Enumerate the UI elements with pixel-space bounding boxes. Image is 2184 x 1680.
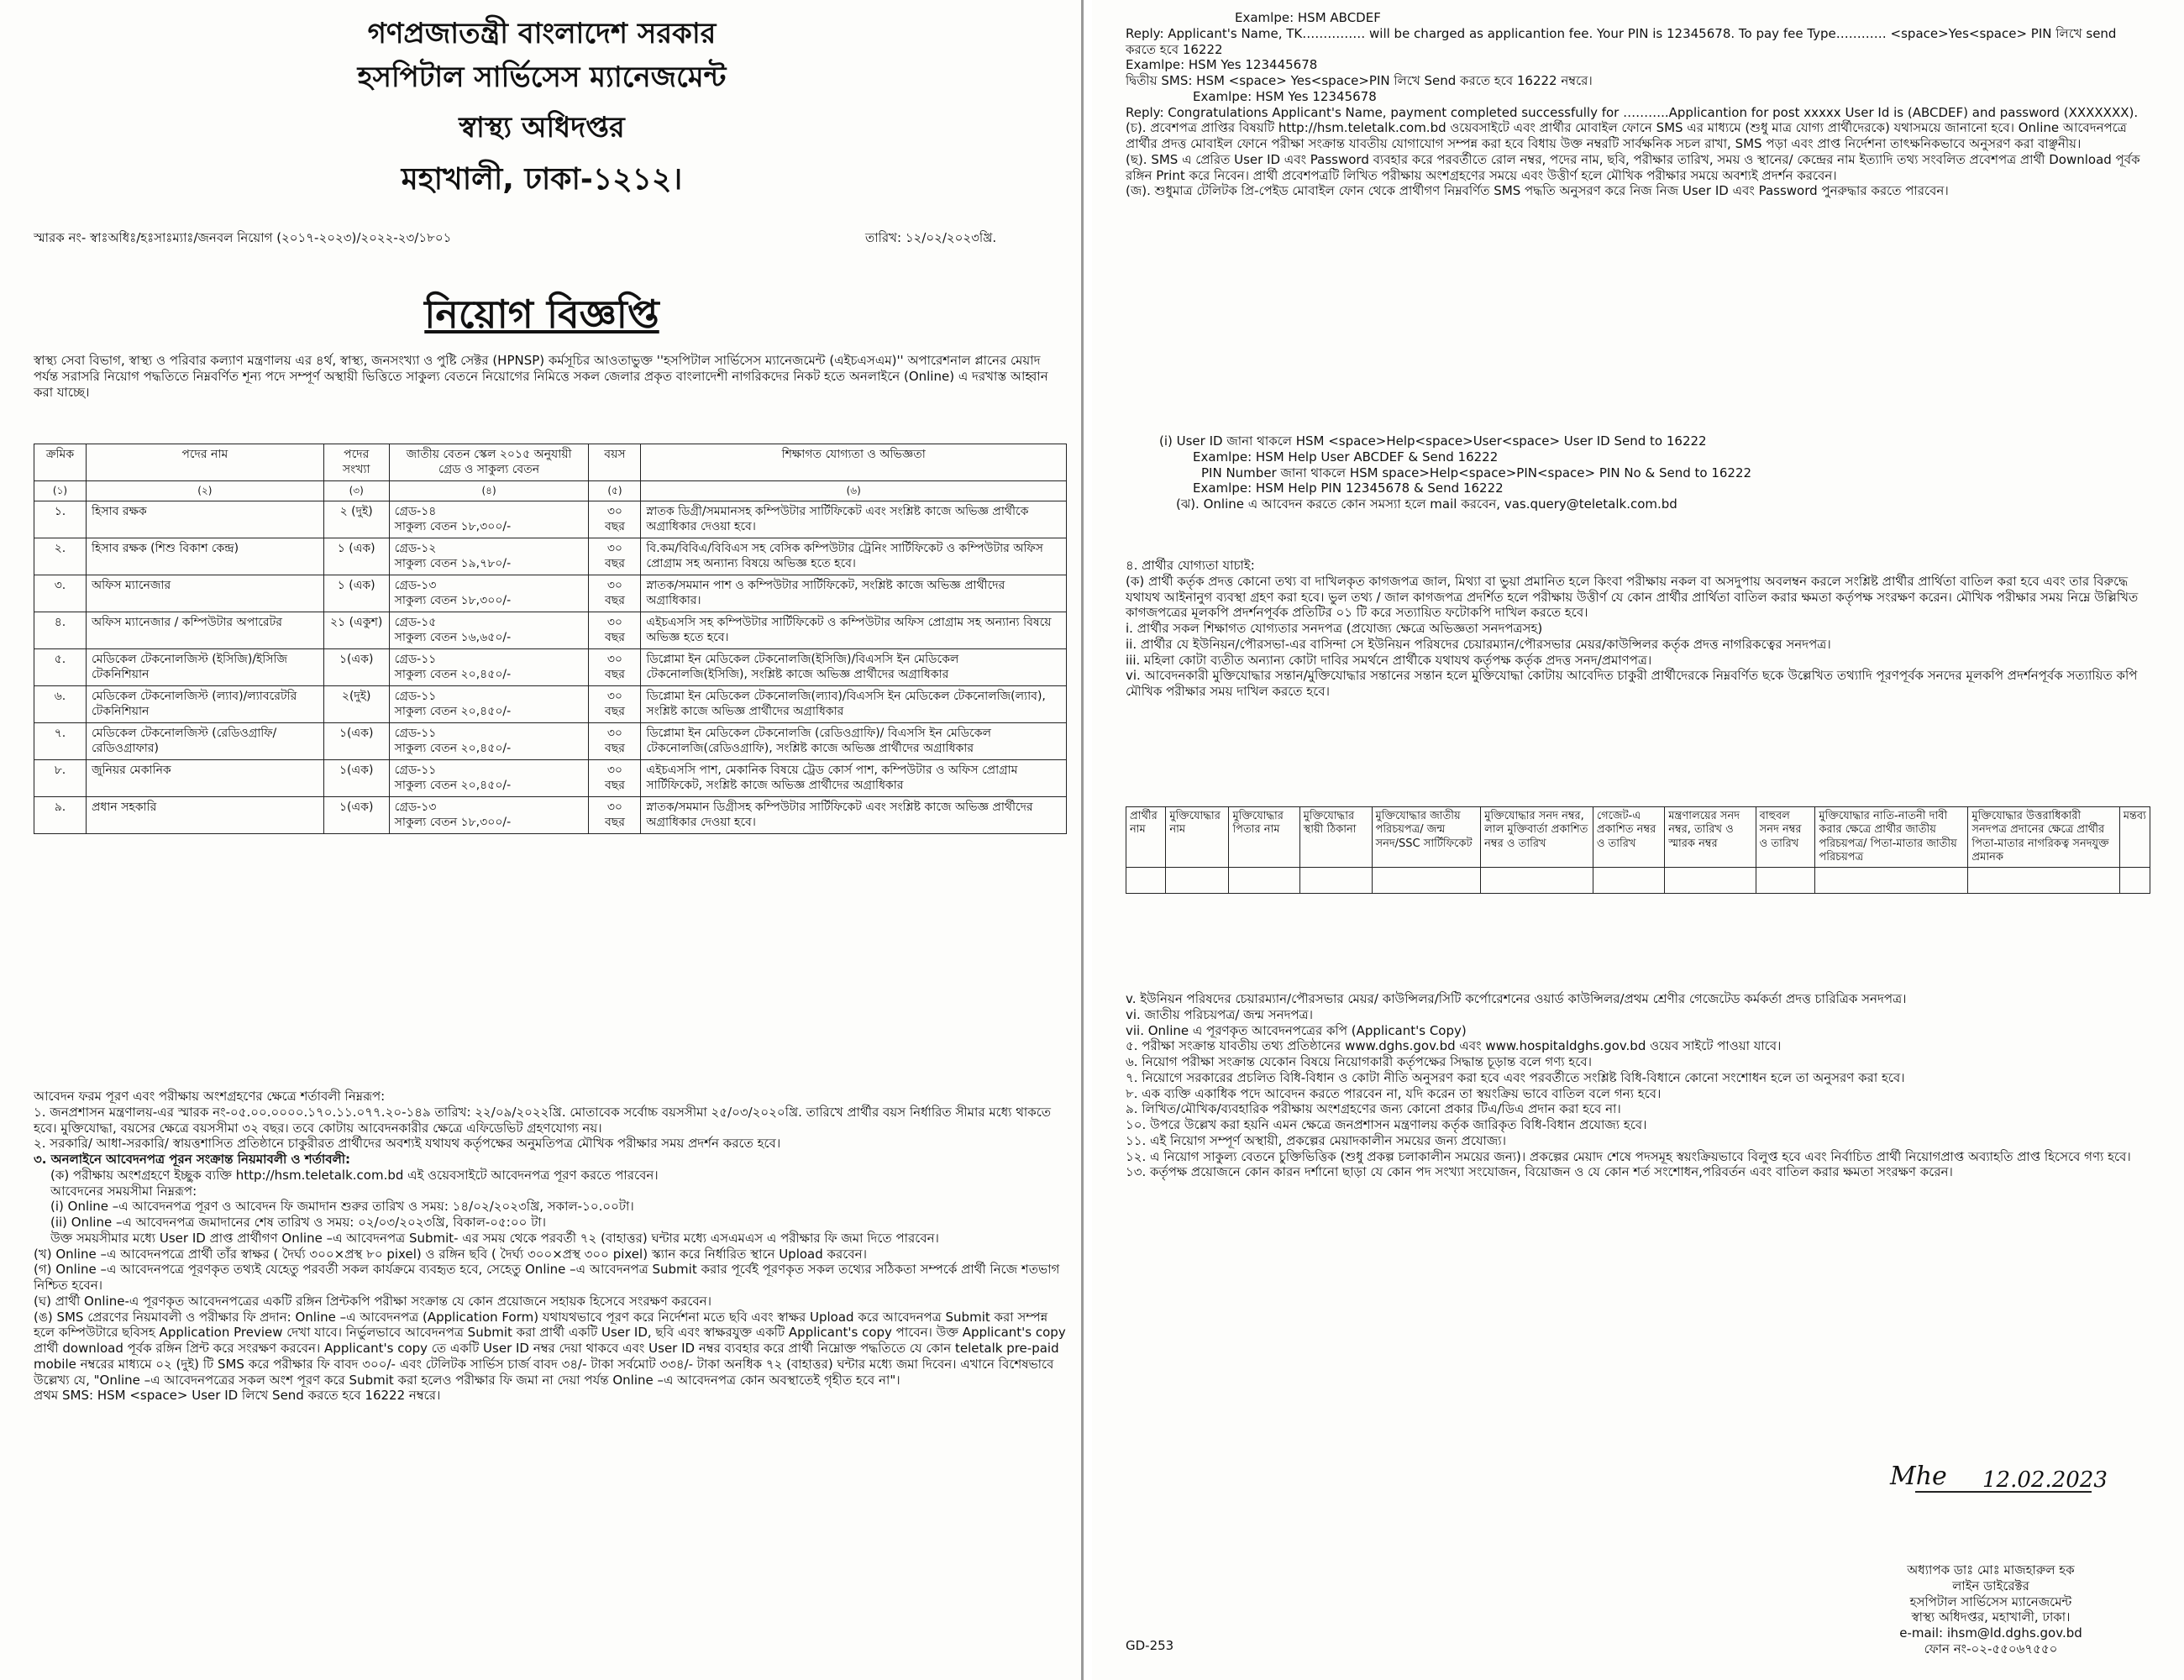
job-serial: ৩. (34, 575, 87, 612)
job-age (589, 575, 641, 612)
job-age-unit: বছর (604, 519, 625, 533)
job-age-unit: বছর (604, 667, 625, 681)
job-qualification: এইচএসসি সহ কম্পিউটার সার্টিফিকেট ও কম্পিউটার অফিস প্রোগ্রাম সহ অন্যান্য বিষয়ে অভিজ্ঞ হতে হবে। (641, 612, 1067, 649)
job-qualification: স্নাতক/সমমান পাশ ও কম্পিউটার সার্টিফিকেট, সংশ্লিষ্ট কাজে অভিজ্ঞ প্রার্থীদের অগ্রাধিকার। (641, 575, 1067, 612)
job-grade: গ্রেড-১১ (394, 653, 437, 666)
office-title: হসপিটাল সার্ভিসেস ম্যানেজমেন্ট (357, 60, 727, 94)
job-age-unit: বছর (604, 630, 625, 644)
doc-v: v. ইউনিয়ন পরিষদের চেয়ারম্যান/পৌরসভার মেয়র/ কাউন্সিলর/সিটি কর্পোরেশনের ওয়ার্ড কাউন্সিলর/প্রথম শ্রেণীর গেজেটেড কর্মকর্তা প্রদত্ত চারিত্রিক সনদপত্র। (1126, 991, 1907, 1006)
example-1: Examlpe: HSM ABCDEF (1235, 10, 1381, 25)
job-grade: গ্রেড-১৩ (394, 579, 437, 592)
ff-col-header: মুক্তিযোদ্ধার পিতার নাম (1229, 807, 1299, 868)
job-row (34, 649, 1067, 686)
ff-blank-cell (1815, 868, 1968, 894)
job-pay (389, 538, 589, 575)
job-post: জুনিয়র মেকানিক (86, 760, 323, 797)
eligibility-title: ৪. প্রার্থীর যোগ্যতা যাচাই: (1126, 558, 1255, 573)
col-number: (১) (34, 481, 87, 501)
job-count: ১ (এক) (323, 538, 389, 575)
condition-3-gha: (ঘ) প্রার্থী Online-এ পূরণকৃত আবেদনপত্রের একটি রঙ্গিন প্রিন্টকপি পরীক্ষা সংক্রান্ত যে কোন প্রয়োজনে সহায়ক হিসেবে সংরক্ষণ করবেন। (34, 1293, 711, 1309)
job-grade: গ্রেড-১৫ (394, 616, 437, 629)
doc-vi: vi. জাতীয় পরিচয়পত্র/ জন্ম সনদপত্র। (1126, 1006, 1314, 1022)
job-grade: গ্রেড-১১ (394, 690, 437, 703)
job-count: ২ (দুই) (323, 501, 389, 538)
ff-col-header: প্রার্থীর নাম (1126, 807, 1166, 868)
ff-col-header: মুক্তিযোদ্ধার স্থায়ী ঠিকানা (1299, 807, 1372, 868)
col-header: জাতীয় বেতন স্কেল ২০১৫ অনুযায়ী গ্রেড ও সাকুল্য বেতন (389, 444, 589, 481)
userid-line-1: (i) User ID জানা থাকলে HSM <space>Help<space>User<space> User ID Send to 16222 (1159, 433, 1707, 449)
signatory-office: হসপিটাল সার্ভিসেস ম্যানেজমেন্ট (1909, 1593, 2072, 1609)
job-table-header (34, 444, 1067, 481)
condition-3: ৩. অনলাইনে আবেদনপত্র পূরন সংক্রান্ত নিয়মাবলী ও শর্তাবলী: (34, 1152, 351, 1167)
clause-12: ১২. এ নিয়োগ সাকুল্য বেতনে চুক্তিভিত্তিক (শুধু প্রকল্প চলাকালীন সময়ের জন্য)। প্রকল্পের মেয়াদ শেষে পদসমূহ স্বয়ংক্রিয়ভাবে বিলুপ্ত হবে এবং নির্বাচিত প্রার্থী নিয়োগপ্রাপ্ত অব্যাহতি প্রাপ্ত হিসেবে গণ্য হবে। (1126, 1148, 2131, 1164)
eligibility-section (1126, 558, 2150, 700)
clause-chha: (ছ). SMS এ প্রেরিত User ID এবং Password ব্যবহার করে পরবর্তীতে রোল নম্বর, পদের নাম, ছবি, পরীক্ষার তারিখ, সময় ও স্থানের/ কেন্দ্রের নাম ইত্যাদি তথ্য সংবলিত প্রবেশপত্র প্রার্থী Download পূর্বক রঙ্গিন Print করে নিবেন। প্রার্থী প্রবেশপত্রটি লিখিত পরীক্ষায় অংশগ্রহণের সময়ে এবং উত্তীর্ণ হলে মৌখিক পরীক্ষার সময়ে অবশ্যই প্রদর্শন করবেন। (1126, 151, 2140, 183)
ff-blank-cell (1481, 868, 1593, 894)
userid-recovery (1159, 433, 2150, 512)
job-count: ১(এক) (323, 649, 389, 686)
job-row (34, 723, 1067, 760)
example-3: Examlpe: HSM Yes 12345678 (1193, 88, 1377, 104)
eligibility-iii: iii. মহিলা কোটা ব্যতীত অন্যান্য কোটা দাবির সমর্থনে প্রার্থীকে যথাযথ কর্তৃপক্ষ কর্তৃক প্রদত্ত সনদ/প্রমাণপত্র। (1126, 652, 1652, 668)
signature-block (1882, 1462, 2134, 1493)
condition-3-ii: (ii) Online –এ আবেদনপত্র জমাদানের শেষ তারিখ ও সময়: ০২/০৩/২০২৩খ্রি, বিকাল-০৫:০০ টা। (50, 1215, 546, 1230)
job-age-value: ৩০ (606, 764, 623, 777)
reply-1: Reply: Applicant's Name, TK…………… will be charged as applicantion fee. Your PIN is 12345678. To pay fee Type………… <space>Yes<space> PIN লিখে send করতে হবে 16222 (1126, 25, 2117, 57)
job-age-value: ৩০ (606, 505, 623, 518)
ff-col-header: গেজেট-এ প্রকাশিত নম্বর ও তারিখ (1593, 807, 1664, 868)
job-grade: গ্রেড-১২ (394, 542, 437, 555)
ff-col-header: মন্তব্য (2119, 807, 2150, 868)
col-number: (৫) (589, 481, 641, 501)
ff-blank-cell (1593, 868, 1664, 894)
ff-col-header: মুক্তিযোদ্ধার উত্তরাধিকারী সনদপত্র প্রদানের ক্ষেত্রে প্রার্থীর পিতা-মাতার নাগরিকত্ব সনদযুক্ত প্রমানক (1968, 807, 2119, 868)
job-grade: গ্রেড-১১ (394, 727, 437, 740)
job-post: মেডিকেল টেকনোলজিস্ট (ইসিজি)/ইসিজি টেকনিশিয়ান (86, 649, 323, 686)
memo-number: স্মারক নং- স্বাঃঅধিঃ/হঃসাঃম্যাঃ/জনবল নিয়োগ (২০১৭-২০২৩)/২০২২-২৩/১৮০১ (34, 230, 452, 245)
job-age (589, 538, 641, 575)
job-salary: সাকুল্য বেতন ২০,৪৫০/- (394, 778, 512, 792)
job-salary: সাকুল্য বেতন ১৮,৩০০/- (394, 519, 512, 533)
condition-1: ১. জনপ্রশাসন মন্ত্রণালয়-এর স্মারক নং-০৫.০০.০০০০.১৭০.১১.০৭৭.২০-১৪৯ তারিখ: ২২/০৯/২০২২খ্রি. মোতাবেক সর্বোচ্চ বয়সসীমা ২৫/০৩/২০২০খ্রি. তারিখে প্রার্থীর বয়স নির্ধারিত সীমার মধ্যে থাকতে হবে। মুক্তিযোদ্ধা, বয়সের ক্ষেত্রে বয়সসীমা ৩২ বছর। তবে কোটায় আবেদনকারীর ক্ষেত্রে এফিডেভিট গ্রহণযোগ্য নয়। (34, 1104, 1052, 1136)
job-age-value: ৩০ (606, 801, 623, 814)
job-pay (389, 797, 589, 834)
job-post: অফিস ম্যানেজার / কম্পিউটার অপারেটর (86, 612, 323, 649)
job-serial: ১. (34, 501, 87, 538)
freedom-fighter-table (1126, 806, 2150, 894)
job-age-unit: বছর (604, 778, 625, 792)
eligibility-vi: vi. আবেদনকারী মুক্তিযোদ্ধার সন্তান/মুক্তিযোদ্ধার সন্তানের সন্তান হলে মুক্তিযোদ্ধা কোটায় আবেদিত চাকুরী প্রার্থীদেরকে নিম্নবর্ণিত ছকে উল্লেখিত তথ্যাদি পূরণপূর্বক সনদের মূলকপি প্রদর্শনপূর্বক সত্যায়িত কপি মৌখিক পরীক্ষার সময় দাখিল করতে হবে। (1126, 668, 2138, 699)
ff-blank-cell (1756, 868, 1815, 894)
ff-col-header: মুক্তিযোদ্ধার জাতীয় পরিচয়পত্র/ জন্ম সনদ/SSC সার্টিফিকেট (1372, 807, 1481, 868)
ff-table-blank-row (1126, 868, 2150, 894)
job-count: ১ (এক) (323, 575, 389, 612)
doc-vii: vii. Online এ পূরণকৃত আবেদনপত্রের কপি (Applicant's Copy) (1126, 1022, 1467, 1038)
job-qualification: ডিপ্লোমা ইন মেডিকেল টেকনোলজি (রেডিওগ্রাফি)/ বিএসসি ইন মেডিকেল টেকনোলজি(রেডিওগ্রাফি), সংশ্লিষ্ট কাজে অভিজ্ঞ প্রার্থীদের অগ্রাধিকার (641, 723, 1067, 760)
job-age (589, 649, 641, 686)
col-header: ক্রমিক (34, 444, 87, 481)
job-age-unit: বছর (604, 741, 625, 755)
job-qualification: ডিপ্লোমা ইন মেডিকেল টেকনোলজি(ইসিজি)/বিএসসি ইন মেডিকেল টেকনোলজি(ইসিজি), সংশ্লিষ্ট কাজে অভিজ্ঞ প্রার্থীদের অগ্রাধিকার (641, 649, 1067, 686)
ff-col-header: মুক্তিযোদ্ধার সনদ নম্বর, লাল মুক্তিবার্তা প্রকাশিত নম্বর ও তারিখ (1481, 807, 1593, 868)
notice-title: নিয়োগ বিজ্ঞপ্তি (424, 291, 659, 337)
job-salary: সাকুল্য বেতন ১৬,৬৫০/- (394, 630, 512, 644)
job-post: প্রধান সহকারি (86, 797, 323, 834)
job-post: হিসাব রক্ষক (86, 501, 323, 538)
job-count: ১(এক) (323, 797, 389, 834)
col-number: (৬) (641, 481, 1067, 501)
condition-3-i: (i) Online –এ আবেদনপত্র পূরণ ও আবেদন ফি জমাদান শুরুর তারিখ ও সময়: ১৪/০২/২০২৩খ্রি, সকাল-১০.০০টা। (50, 1199, 634, 1215)
eligibility-i: i. প্রার্থীর সকল শিক্ষাগত যোগ্যতার সনদপত্র (প্রযোজ্য ক্ষেত্রে অভিজ্ঞতা সনদপত্রসহ) (1126, 621, 1543, 636)
job-serial: ৯. (34, 797, 87, 834)
job-row (34, 612, 1067, 649)
notice-page-left (0, 0, 1084, 1680)
job-count: ১(এক) (323, 760, 389, 797)
job-qualification: বি.কম/বিবিএ/বিবিএস সহ বেসিক কম্পিউটার ট্রেনিং সার্টিফিকেট ও কম্পিউটার অফিস প্রোগ্রাম সহ অন্যান্য বিষয়ে অভিজ্ঞ হতে হবে। (641, 538, 1067, 575)
eligibility-ka: (ক) প্রার্থী কর্তৃক প্রদত্ত কোনো তথ্য বা দাখিলকৃত কাগজপত্র জাল, মিথ্যা বা ভুয়া প্রমানিত হলে কিংবা পরীক্ষায় নকল বা অসদুপায় অবলম্বন করলে সংশ্লিষ্ট প্রার্থীর প্রার্থিতা বাতিল করা হবে এবং তার বিরুদ্ধে যথাযথ আইনানুগ ব্যবস্থা গ্রহণ করা হবে। ভুল তথ্য / জাল কাগজপত্র প্রদর্শিত হলে পরীক্ষায় উত্তীর্ণ যে কোন প্রার্থীর প্রার্থিতা বাতিল করার ক্ষমতা কর্তৃপক্ষ সংরক্ষণ করেন। মৌখিক পরীক্ষার সময় নিম্নে উল্লিখিত কাগজপত্রের মূলকপি প্রদর্শনপূর্বক প্রতিটির ০১ টি করে সত্যায়িত ফটোকপি দাখিল করতে হবে। (1126, 573, 2139, 621)
eligibility-ii: ii. প্রার্থীর যে ইউনিয়ন/পৌরসভা-এর বাসিন্দা সে ইউনিয়ন পরিষদের চেয়ারম্যান/পৌরসভার মেয়র/কাউন্সিলর কর্তৃক প্রদত্ত নাগরিকত্বের সনদপত্র। (1126, 636, 1831, 652)
userid-line-3: PIN Number জানা থাকলে HSM space>Help<space>PIN<space> PIN No & Send to 16222 (1201, 465, 1752, 480)
notice-page-right (1092, 0, 2184, 1680)
job-grade: গ্রেড-১১ (394, 764, 437, 777)
signatory-details (1831, 1562, 2150, 1657)
ff-blank-cell (1372, 868, 1481, 894)
job-qualification: এইচএসসি পাশ, মেকানিক বিষয়ে ট্রেড কোর্স পাশ, কম্পিউটার ও অফিস প্রোগ্রাম সার্টিফিকেট, সংশ্লিষ্ট কাজে অভিজ্ঞ প্রার্থীদের অগ্রাধিকার (641, 760, 1067, 797)
job-count: ২১ (একুশ) (323, 612, 389, 649)
ff-blank-cell (1665, 868, 1756, 894)
condition-3-kha: (খ) Online –এ আবেদনপত্রে প্রার্থী তাঁর স্বাক্ষর ( দৈর্ঘ্য ৩০০×প্রস্থ ৮০ pixel) ও রঙ্গিন ছবি ( দৈর্ঘ্য ৩০০×প্রস্থ ৩০০ pixel) স্ক্যান করে নির্ধারিত স্থানে Upload করবেন। (34, 1246, 867, 1262)
job-age-unit: বছর (604, 704, 625, 718)
address-title: মহাখালী, ঢাকা-১২১২। (401, 162, 683, 197)
condition-3-time: আবেদনের সময়সীমা নিম্নরূপ: (50, 1183, 197, 1199)
sms-instructions (1126, 10, 2150, 199)
job-table-col-numbers (34, 481, 1067, 501)
job-age (589, 686, 641, 723)
col-header: পদের সংখ্যা (323, 444, 389, 481)
job-serial: ৮. (34, 760, 87, 797)
ff-blank-cell (1968, 868, 2119, 894)
job-post: হিসাব রক্ষক (শিশু বিকাশ কেন্দ্র) (86, 538, 323, 575)
job-grade: গ্রেড-১৩ (394, 801, 437, 814)
job-age-unit: বছর (604, 593, 625, 607)
job-post: মেডিকেল টেকনোলজিস্ট (রেডিওগ্রাফি/রেডিওগ্রাফার) (86, 723, 323, 760)
job-serial: ৪. (34, 612, 87, 649)
job-salary: সাকুল্য বেতন ২০,৪৫০/- (394, 667, 512, 681)
col-header: বয়স (589, 444, 641, 481)
job-post: মেডিকেল টেকনোলজিস্ট (ল্যাব)/ল্যাবরেটরি টেকনিশিয়ান (86, 686, 323, 723)
clause-7: ৭. নিয়োগে সরকারের প্রচলিত বিধি-বিধান ও কোটা নীতি অনুসরণ করা হবে এবং পরবর্তীতে সংশ্লিষ্ট বিধি-বিধানে কোনো সংশোধন হলে তা অনুসরণ করা হবে। (1126, 1069, 1905, 1085)
ff-col-header: মুক্তিযোদ্ধার নাতি-নাতনী দাবী করার ক্ষেত্রে প্রার্থীর জাতীয় পরিচয়পত্র/ পিতা-মাতার জাতীয় পরিচয়পত্র (1815, 807, 1968, 868)
signature-mark: Mhe (1890, 1462, 1947, 1491)
clause-9: ৯. লিখিত/মৌখিক/ব্যবহারিক পরীক্ষায় অংশগ্রহণের জন্য কোনো প্রকার টিএ/ডিএ প্রদান করা হবে না। (1126, 1101, 1621, 1117)
ff-blank-cell (1299, 868, 1372, 894)
job-post: অফিস ম্যানেজার (86, 575, 323, 612)
job-serial: ৭. (34, 723, 87, 760)
job-serial: ৫. (34, 649, 87, 686)
reply-2: Reply: Congratulations Applicant's Name, payment completed successfully for ………..Applicantion for post xxxxx User Id is (ABCDEF) and password (XXXXXXX). (1126, 104, 2139, 120)
clause-cha: (চ). প্রবেশপত্র প্রাপ্তির বিষয়টি http://hsm.teletalk.com.bd ওয়েবসাইটে এবং প্রার্থীর মোবাইল ফোনে SMS এর মাধ্যমে (শুধু মাত্র যোগ্য প্রার্থীদেরকে) যথাসময়ে জানানো হবে। Online আবেদনপত্রে প্রার্থীর প্রদত্ত মোবাইল ফোনে পরীক্ষা সংক্রান্ত যাবতীয় যোগাযোগ সম্পন্ন করা হবে বিধায় উক্ত নম্বরটি সার্বক্ষনিক সচল রাখা, SMS পড়া এবং প্রাপ্ত নির্দেশনা তাৎক্ষনিকভাবে অনুসরণ করা বাঞ্ছনীয়। (1126, 120, 2127, 151)
condition-3-sms1: প্রথম SMS: HSM <space> User ID লিখে Send করতে হবে 16222 নম্বরে। (34, 1388, 441, 1404)
job-age-value: ৩০ (606, 542, 623, 555)
gd-number: GD-253 (1126, 1638, 1174, 1653)
job-count: ২(দুই) (323, 686, 389, 723)
signatory-title: লাইন ডাইরেক্টর (1952, 1578, 2029, 1593)
document-list (1126, 991, 2150, 1180)
job-grade: গ্রেড-১৪ (394, 505, 437, 518)
signatory-phone: ফোন নং-০২-৫৫০৬৭৫৫০ (1924, 1641, 2058, 1656)
job-age (589, 612, 641, 649)
job-age-unit: বছর (604, 815, 625, 829)
job-age-value: ৩০ (606, 579, 623, 592)
job-table-body (34, 501, 1067, 834)
job-salary: সাকুল্য বেতন ১৮,৩০০/- (394, 593, 512, 607)
department-title: স্বাস্থ্য অধিদপ্তর (459, 111, 625, 144)
job-pay (389, 649, 589, 686)
job-row (34, 575, 1067, 612)
job-row (34, 686, 1067, 723)
clause-ja: (জ). শুধুমাত্র টেলিটক প্রি-পেইড মোবাইল ফোন থেকে প্রার্থীগণ নিম্নবর্ণিত SMS পদ্ধতি অনুসরণ করে নিজ নিজ User ID এবং Password পুনরুদ্ধার করতে পারবেন। (1126, 183, 1949, 199)
example-2: Examlpe: HSM Yes 123445678 (1126, 57, 1318, 73)
notice-intro: স্বাস্থ্য সেবা বিভাগ, স্বাস্থ্য ও পরিবার কল্যাণ মন্ত্রণালয় এর ৪র্থ, স্বাস্থ্য, জনসংখ্যা ও পুষ্টি সেক্টর (HPNSP) কর্মসূচির আওতাভুক্ত ''হসপিটাল সার্ভিসেস ম্যানেজমেন্ট (এইচএসএম)'' অপারেশনাল প্লানের মেয়াদ পর্যন্ত সরাসরি নিয়োগ পদ্ধতিতে নিম্নবর্ণিত শূন্য পদে সম্পূর্ণ অস্থায়ী ভিত্তিতে সাকুল্য বেতনে নিয়োগের নিমিত্তে সকল জেলার প্রকৃত বাংলাদেশী নাগরিকদের নিকট হতে অনলাইনে (Online) এ দরখাস্ত আহ্বান করা যাচ্ছে। (34, 353, 1048, 400)
condition-3-note: উক্ত সময়সীমার মধ্যে User ID প্রাপ্ত প্রার্থীগণ Online –এ আবেদনপত্র Submit- এর সময় থেকে পরবর্তী ৭২ (বাহাত্তর) ঘন্টার মধ্যে এসএমএস এ পরীক্ষার ফি জমা দিতে পারবেন। (50, 1230, 939, 1246)
job-serial: ৬. (34, 686, 87, 723)
job-salary: সাকুল্য বেতন ১৮,৩০০/- (394, 815, 512, 829)
ff-col-header: মুক্তিযোদ্ধার নাম (1166, 807, 1229, 868)
job-pay (389, 612, 589, 649)
job-age-value: ৩০ (606, 727, 623, 740)
job-pay (389, 723, 589, 760)
clause-11: ১১. এই নিয়োগ সম্পূর্ণ অস্থায়ী, প্রকল্পের মেয়াদকালীন সময়ের জন্য প্রযোজ্য। (1126, 1132, 1507, 1148)
job-count: ১(এক) (323, 723, 389, 760)
userid-line-4: Examlpe: HSM Help PIN 12345678 & Send 16222 (1193, 480, 1504, 496)
clause-6: ৬. নিয়োগ পরীক্ষা সংক্রান্ত যেকোন বিষয়ে নিয়োগকারী কর্তৃপক্ষের সিদ্ধান্ত চূড়ান্ত বলে গণ্য হবে। (1126, 1054, 1593, 1069)
job-pay (389, 575, 589, 612)
job-qualification: স্নাতক/সমমান ডিগ্রীসহ কম্পিউটার সার্টিফিকেট এবং সংশ্লিষ্ট কাজে অভিজ্ঞ প্রার্থীদের অগ্রাধিকার দেওয়া হবে। (641, 797, 1067, 834)
job-age-unit: বছর (604, 556, 625, 570)
job-row (34, 501, 1067, 538)
job-qualification: ডিপ্লোমা ইন মেডিকেল টেকনোলজি(ল্যাব)/বিএসসি ইন মেডিকেল টেকনোলজি(ল্যাব), সংশ্লিষ্ট কাজে অভিজ্ঞ প্রার্থীদের অগ্রাধিকার (641, 686, 1067, 723)
userid-line-2: Examlpe: HSM Help User ABCDEF & Send 16222 (1193, 449, 1499, 465)
job-table (34, 444, 1067, 834)
ff-blank-cell (1166, 868, 1229, 894)
clause-13: ১৩. কর্তৃপক্ষ প্রয়োজনে কোন কারন দর্শানো ছাড়া যে কোন পদ সংখ্যা সংযোজন, বিয়োজন ও যে কোন শর্ত সংশোধন,পরিবর্তন এবং বাতিল করার ক্ষমতা সংরক্ষণ করেন। (1126, 1164, 1953, 1180)
ff-col-header: বাহুবল সনদ নম্বর ও তারিখ (1756, 807, 1815, 868)
ff-blank-cell (2119, 868, 2150, 894)
job-age-value: ৩০ (606, 616, 623, 629)
ff-table-header (1126, 807, 2150, 868)
job-row (34, 797, 1067, 834)
signed-date: 12.02.2023 (1982, 1467, 2108, 1493)
job-salary: সাকুল্য বেতন ২০,৪৫০/- (394, 741, 512, 755)
col-header: পদের নাম (86, 444, 323, 481)
condition-3-uo: (ঙ) SMS প্রেরণের নিয়মাবলী ও পরীক্ষার ফি প্রদান: Online –এ আবেদনপত্র (Application Form) যথাযথভাবে পূরণ করে নির্দেশনা মতে ছবি এবং স্বাক্ষর Upload করে আবেদনপত্র Submit করা সম্পন্ন হলে কম্পিউটারে ছবিসহ Application Preview দেখা যাবে। নির্ভুলভাবে আবেদনপত্র Submit করা প্রার্থী একটি User ID, ছবি এবং স্বাক্ষরযুক্ত একটি Applicant's copy পাবেন। উক্ত Applicant's copy প্রার্থী download পূর্বক রঙ্গিন প্রিন্ট করে সংরক্ষণ করবেন। Applicant's copy তে একটি User ID নম্বর দেয়া থাকবে এবং User ID নম্বর ব্যবহার করে প্রার্থী নিম্নোক্ত পদ্ধতিতে যে কোন teletalk pre-paid mobile নম্বরের মাধ্যমে ০২ (দুই) টি SMS করে পরীক্ষার ফি বাবদ ৩০০/- এবং টেলিটক সার্ভিস চার্জ বাবদ ৩৪/- টাকা সর্বমোট ৩৩৪/- টাকা অনধিক ৭২ (বাহাত্তর) ঘন্টার মধ্যে জমা দিবেন। এখানে বিশেষভাবে উল্লেখ্য যে, "Online –এ আবেদনপত্রের সকল অংশ পূরণ করে Submit করা হলেও পরীক্ষার ফি জমা না দেয়া পর্যন্ত Online –এ আবেদনপত্র কোন অবস্থাতেই গৃহীত হবে না"। (34, 1309, 1066, 1388)
job-age-value: ৩০ (606, 690, 623, 703)
signatory-name: অধ্যাপক ডাঃ মোঃ মাজহারুল হক (1907, 1562, 2075, 1578)
gov-title: গণপ্রজাতন্ত্রী বাংলাদেশ সরকার (367, 17, 717, 50)
job-salary: সাকুল্য বেতন ২০,৪৫০/- (394, 704, 512, 718)
col-number: (২) (86, 481, 323, 501)
job-row (34, 538, 1067, 575)
clause-10: ১০. উপরে উল্লেখ করা হয়নি এমন ক্ষেত্রে জনপ্রশাসন মন্ত্রণালয় কর্তৃক জারিকৃত বিধি-বিধান প্রযোজ্য হবে। (1126, 1117, 1647, 1132)
ff-blank-cell (1229, 868, 1299, 894)
col-header: শিক্ষাগত যোগ্যতা ও অভিজ্ঞতা (641, 444, 1067, 481)
col-number: (৪) (389, 481, 589, 501)
signatory-email: e-mail: ihsm@ld.dghs.gov.bd (1899, 1625, 2082, 1641)
condition-2: ২. সরকারি/ আধা-সরকারি/ স্বায়ত্তশাসিত প্রতিষ্ঠানে চাকুরীরত প্রার্থীদের অবশ্যই যথাযথ কর্তৃপক্ষের অনুমতিপত্র মৌখিক পরীক্ষার সময় প্রদর্শন করতে হবে। (34, 1136, 781, 1152)
ff-blank-cell (1126, 868, 1166, 894)
job-row (34, 760, 1067, 797)
condition-3-ka: (ক) পরীক্ষায় অংশগ্রহণে ইচ্ছুক ব্যক্তি http://hsm.teletalk.com.bd এই ওয়েবসাইটে আবেদনপত্র পূরণ করতে পারবেন। (50, 1167, 659, 1183)
ff-col-header: মন্ত্রণালয়ের সনদ নম্বর, তারিখ ও স্মারক নম্বর (1665, 807, 1756, 868)
job-age (589, 723, 641, 760)
conditions-lead: আবেদন ফরম পূরণ এবং পরীক্ষায় অংশগ্রহণের ক্ষেত্রে শর্তাবলী নিম্নরূপ: (34, 1089, 386, 1104)
job-pay (389, 686, 589, 723)
signatory-address: স্বাস্থ্য অধিদপ্তর, মহাখালী, ঢাকা। (1911, 1609, 2071, 1625)
memo-date: তারিখ: ১২/০২/২০২৩খ্রি. (865, 230, 997, 245)
conditions-section (34, 1089, 1067, 1404)
job-pay (389, 501, 589, 538)
clause-jha: (ঝ). Online এ আবেদন করতে কোন সমস্যা হলে mail করবেন, vas.query@teletalk.com.bd (1176, 496, 1677, 512)
job-age-value: ৩০ (606, 653, 623, 666)
job-age (589, 797, 641, 834)
condition-3-ga: (গ) Online –এ আবেদনপত্রে পূরণকৃত তথ্যই যেহেতু পরবর্তী সকল কার্যক্রমে ব্যবহৃত হবে, সেহেতু Online –এ আবেদনপত্র Submit করার পূর্বেই পূরণকৃত সকল তথ্যের সঠিকতা সম্পর্কে প্রার্থী নিজে শতভাগ নিশ্চিত হবেন। (34, 1262, 1060, 1293)
job-serial: ২. (34, 538, 87, 575)
second-sms: দ্বিতীয় SMS: HSM <space> Yes<space>PIN লিখে Send করতে হবে 16222 নম্বরে। (1126, 73, 1593, 88)
job-pay (389, 760, 589, 797)
clause-8: ৮. এক ব্যক্তি একাধিক পদে আবেদন করতে পারবেন না, যদি করেন তা স্বয়ংক্রিয় ভাবে বাতিল বলে গন্য হবে। (1126, 1085, 1662, 1101)
clause-5: ৫. পরীক্ষা সংক্রান্ত যাবতীয় তথ্য প্রতিষ্ঠানের www.dghs.gov.bd এবং www.hospitaldghs.gov.bd ওয়েব সাইটে পাওয়া যাবে। (1126, 1038, 1782, 1054)
job-age (589, 760, 641, 797)
job-age (589, 501, 641, 538)
job-qualification: স্নাতক ডিগ্রী/সমমানসহ কম্পিউটার সার্টিফিকেট এবং সংশ্লিষ্ট কাজে অভিজ্ঞ প্রার্থীকে অগ্রাধিকার দেওয়া হবে। (641, 501, 1067, 538)
col-number: (৩) (323, 481, 389, 501)
job-salary: সাকুল্য বেতন ১৯,৭৮০/- (394, 556, 512, 570)
